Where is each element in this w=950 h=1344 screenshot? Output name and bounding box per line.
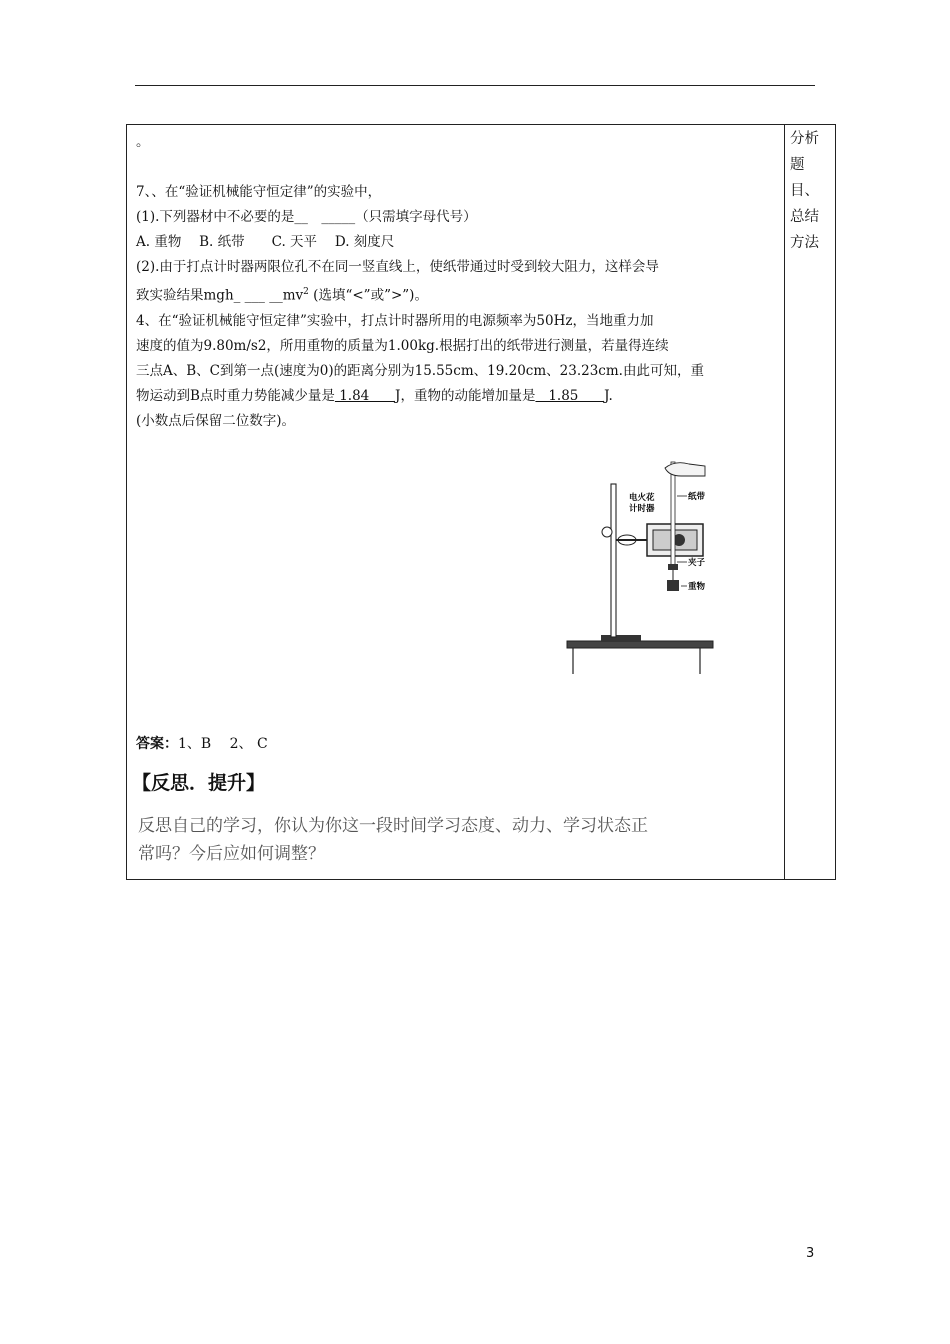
reflection-line: 常吗？今后应如何调整？ bbox=[138, 844, 325, 864]
text-line: 。 bbox=[136, 134, 150, 150]
side-note-column bbox=[790, 126, 834, 256]
text-span: 物运动到B点时重力势能减少量是 bbox=[136, 387, 335, 404]
label-weight: 重物 bbox=[688, 582, 706, 592]
answer-line bbox=[136, 732, 268, 756]
question-4-line-4 bbox=[136, 384, 778, 409]
section-heading: 【反思．提升】 bbox=[132, 772, 266, 794]
superscript: 2 bbox=[303, 287, 309, 297]
text-span: J. bbox=[604, 387, 613, 404]
side-note-line: 总结 bbox=[790, 209, 819, 225]
header-rule bbox=[135, 85, 815, 86]
text-span: J，重物的动能增加量是 bbox=[395, 387, 536, 404]
reflection-line: 反思自己的学习，你认为你这一段时间学习态度、动力、学习状态正 bbox=[138, 816, 648, 836]
answer-blank-potential: 1.84 bbox=[334, 387, 396, 404]
apparatus-diagram bbox=[565, 458, 717, 676]
question-4-line-2: 速度的值为9.80m/s2，所用重物的质量为1.00kg.根据打出的纸带进行测量，若量得连续 bbox=[136, 337, 669, 354]
column-divider bbox=[784, 124, 785, 880]
question-content bbox=[136, 130, 778, 434]
label-tape: 纸带 bbox=[688, 492, 706, 502]
question-7-options: A. 重物 B. 纸带 C. 天平 D. 刻度尺 bbox=[136, 234, 395, 250]
answer-label: 答案： bbox=[136, 736, 178, 752]
side-note-line: 分析 bbox=[790, 131, 819, 147]
reflection-text bbox=[138, 812, 780, 868]
question-7-part-2-cont bbox=[136, 280, 778, 309]
answer-text: 1、B 2、 C bbox=[178, 736, 268, 752]
side-note-line: 题 bbox=[790, 157, 805, 173]
label-timer-line-2: 计时器 bbox=[629, 504, 655, 514]
question-4-line-1: 4、在“验证机械能守恒定律”实验中，打点计时器所用的电源频率为50Hz，当地重力加 bbox=[136, 312, 654, 329]
text-span: 致实验结果mgh_ ___ __mv bbox=[136, 287, 304, 304]
answer-blank-kinetic: 1.85 bbox=[535, 387, 605, 404]
question-7-title: 7、、在“验证机械能守恒定律”的实验中， bbox=[136, 184, 382, 200]
page-number: 3 bbox=[806, 1246, 815, 1261]
label-timer-line-1: 电火花 bbox=[629, 493, 655, 503]
side-note-line: 方法 bbox=[790, 235, 819, 251]
question-4-line-3: 三点A、B、C到第一点(速度为0)的距离分别为15.55cm、19.20cm、23.23cm.由此可知，重 bbox=[136, 362, 704, 379]
label-clip: 夹子 bbox=[688, 558, 706, 568]
text-span: (选填“<”或”>”)。 bbox=[308, 287, 428, 304]
side-note-line: 目、 bbox=[790, 183, 819, 199]
question-7-part-2: (2).由于打点计时器两限位孔不在同一竖直线上，使纸带通过时受到较大阻力，这样会导 bbox=[136, 259, 659, 275]
question-4-line-5: (小数点后保留二位数字)。 bbox=[136, 412, 296, 429]
question-7-part-1: (1).下列器材中不必要的是__ _____（只需填字母代号） bbox=[136, 209, 477, 225]
